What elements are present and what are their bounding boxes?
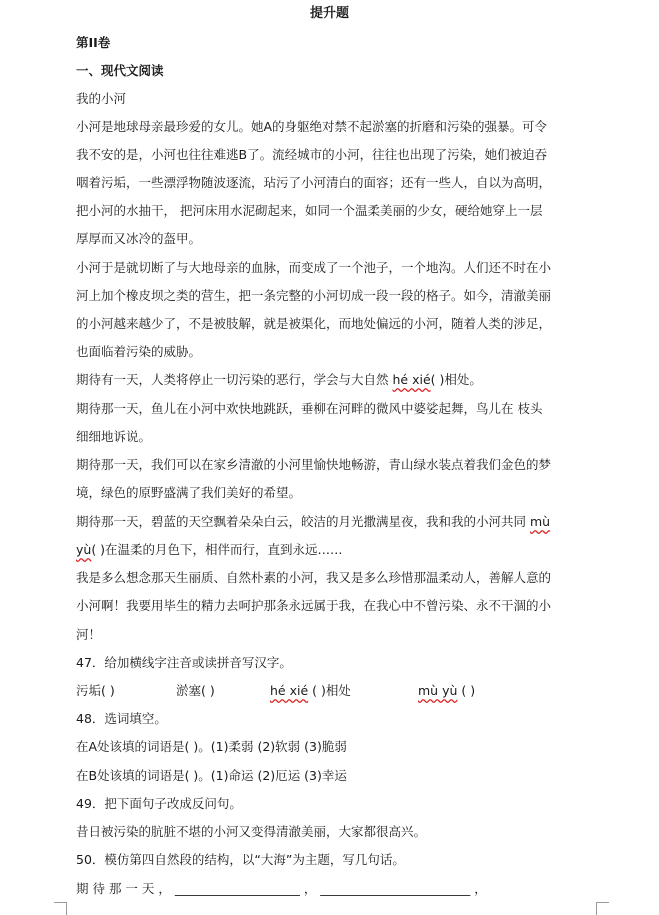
paragraph-6-line-2 bbox=[76, 541, 588, 559]
question-50-answer-line: 期 待 那 一 天 ， ____________________ ， ________________________ ， bbox=[76, 881, 487, 896]
paragraph-7-line-1: 我是多么想念那天生丽质、自然朴素的小河，我又是多么珍惜那温柔动人，善解人意的 bbox=[76, 570, 552, 585]
q47-item-d bbox=[418, 682, 475, 700]
paragraph-6-line-1 bbox=[76, 513, 588, 531]
question-48: 48．选词填空。 bbox=[76, 711, 167, 726]
passage-title: 我的小河 bbox=[76, 91, 127, 106]
paragraph-1-line-3: 咽着污垢，一些漂浮物随波逐流，玷污了小河清白的面容；还有一些人，自以为高明， bbox=[76, 175, 552, 190]
paragraph-2-line-2: 河上加个橡皮坝之类的营生，把一条完整的小河切成一段一段的格子。如今，清澈美丽 bbox=[76, 288, 552, 303]
section-heading: 第II卷 bbox=[76, 35, 111, 50]
paragraph-1-line-5: 厚厚而又冰冷的盔甲。 bbox=[76, 231, 202, 246]
page-corner-mark-left bbox=[54, 902, 67, 915]
page-title: 提升题 bbox=[309, 6, 349, 21]
paragraph-4-line-2: 细细地诉说。 bbox=[76, 429, 152, 444]
paragraph-1-line-2: 我不安的是，小河也往往难逃B了。流经城市的小河，往往也出现了污染，她们被迫吞 bbox=[76, 147, 548, 162]
pinyin-yu: yù bbox=[76, 542, 92, 557]
pinyin-mu: mù bbox=[529, 514, 551, 529]
page-corner-mark-right bbox=[596, 902, 609, 915]
pinyin-hexie: hé xié bbox=[392, 372, 431, 387]
q47-pinyin-muyu: mù yù bbox=[418, 683, 458, 698]
question-48-a: 在A处该填的词语是( )。(1)柔弱 (2)软弱 (3)脆弱 bbox=[76, 739, 347, 754]
paragraph-2-line-4: 也面临着污染的威胁。 bbox=[76, 344, 202, 359]
q47-pinyin-hexie: hé xié bbox=[270, 683, 309, 698]
question-48-b: 在B处该填的词语是( )。(1)命运 (2)厄运 (3)幸运 bbox=[76, 768, 347, 783]
paragraph-3-text: 期待有一天，人类将停止一切污染的恶行，学会与大自然 bbox=[76, 372, 393, 387]
paragraph-1-line-1: 小河是地球母亲最珍爱的女儿。她A的身躯绝对禁不起淤塞的折磨和污染的强暴。可令 bbox=[76, 119, 548, 134]
paragraph-7-line-3: 河！ bbox=[76, 627, 102, 642]
paragraph-6-line-2-text: ( )在温柔的月色下，相伴而行，直到永远…… bbox=[91, 542, 343, 557]
q47-item-c-blank: ( )相处 bbox=[312, 683, 351, 698]
paragraph-3 bbox=[76, 371, 588, 389]
paragraph-1-line-4: 把小河的水抽干， 把河床用水泥砌起来，如同一个温柔美丽的少女，硬给她穿上一层 bbox=[76, 203, 543, 218]
paragraph-6-text: 期待那一天，碧蓝的天空飘着朵朵白云，皎洁的月光撒满星夜，我和我的小河共同 bbox=[76, 514, 530, 529]
question-49-sentence: 昔日被污染的肮脏不堪的小河又变得清澈美丽，大家都很高兴。 bbox=[76, 824, 427, 839]
question-49: 49．把下面句子改成反问句。 bbox=[76, 796, 242, 811]
q47-item-d-blank: ( ) bbox=[461, 683, 476, 698]
paragraph-2-line-1: 小河于是就切断了与大地母亲的血脉，而变成了一个池子，一个地沟。人们还不时在小 bbox=[76, 260, 552, 275]
paragraph-2-line-3: 的小河越来越少了，不是被肢解，就是被渠化，而地处偏远的小河，随着人类的涉足， bbox=[76, 316, 552, 331]
q47-item-b: 淤塞( ) bbox=[176, 683, 215, 698]
paragraph-7-line-2: 小河啊！我要用毕生的精力去呵护那条永远属于我，在我心中不曾污染、永不干涸的小 bbox=[76, 598, 552, 613]
part-heading: 一、现代文阅读 bbox=[76, 63, 164, 78]
paragraph-3-blank: ( )相处。 bbox=[430, 372, 482, 387]
question-50: 50．模仿第四自然段的结构，以“大海”为主题，写几句话。 bbox=[76, 852, 405, 867]
q47-item-a: 污垢( ) bbox=[76, 683, 115, 698]
question-47: 47．给加横线字注音或读拼音写汉字。 bbox=[76, 655, 292, 670]
paragraph-5-line-1: 期待那一天，我们可以在家乡清澈的小河里愉快地畅游，青山绿水装点着我们金色的梦 bbox=[76, 457, 552, 472]
paragraph-5-line-2: 境，绿色的原野盛满了我们美好的希望。 bbox=[76, 485, 302, 500]
q47-item-c bbox=[270, 682, 351, 700]
paragraph-4-line-1: 期待那一天，鱼儿在小河中欢快地跳跃，垂柳在河畔的微风中婆娑起舞，鸟儿在 枝头 bbox=[76, 401, 543, 416]
